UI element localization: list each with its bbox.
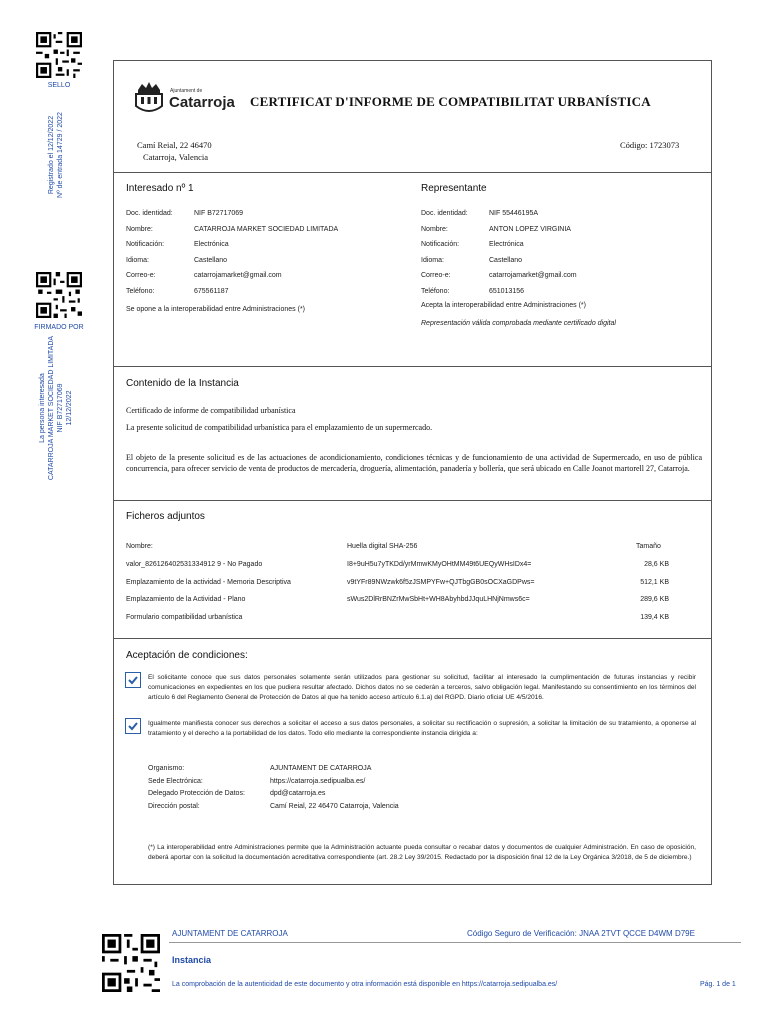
page-title: CERTIFICAT D'INFORME DE COMPATIBILITAT URBANÍSTICA <box>250 94 651 109</box>
representante-heading: Representante <box>421 183 487 194</box>
sello-registro-text <box>47 95 65 215</box>
address-line2: Catarroja, Valencia <box>143 152 208 162</box>
interesado-row-value: NIF B72717069 <box>194 210 244 217</box>
qr-code-footer <box>102 934 160 992</box>
representante-row-label: Idioma: <box>421 256 444 264</box>
fichero-hash: v9tYFr89NWzwk6f5zJSMPYFw+QJTbgGB0sOCXaGDPws= <box>347 578 535 586</box>
checkmark-icon <box>126 673 140 687</box>
condicion2-checkbox[interactable] <box>125 718 141 734</box>
contenido-heading: Contenido de la Instancia <box>126 378 239 389</box>
fichero-size: 28,6 KB <box>644 561 669 568</box>
representante-row-value: Electrónica <box>489 241 524 248</box>
representante-row-label: Notificación: <box>421 241 460 248</box>
aceptacion-heading: Aceptación de condiciones: <box>126 650 248 661</box>
interesado-heading: Interesado nº 1 <box>126 183 194 194</box>
fichero-name[interactable]: valor_826126402531334912 9 - No Pagado <box>126 561 263 568</box>
interoperabilidad-nota: (*) La interoperabilidad entre Administraciones permite que la Administración actuante pueda consultar o recabar datos y documentos de cualquier Administración. En caso de oposición, deberá aportar con la solicitud la documentación acreditativa correspondiente (art. 28.2 Ley 39/2015. Redactado por la disposición final 12 de la Ley Orgánica 3/2018, de 5 de diciembre.) <box>148 844 696 861</box>
qr-sello-icon <box>36 32 82 78</box>
col-tamano: Tamaño <box>636 543 661 550</box>
firmado-line1: La persona interesada <box>39 373 46 443</box>
organismo-label: Delegado Protección de Datos: <box>148 790 245 797</box>
representante-row-value: Castellano <box>489 256 523 264</box>
divider-1 <box>113 172 712 173</box>
organismo-value: Camí Reial, 22 46470 Catarroja, Valencia <box>270 802 399 810</box>
representante-row-value: NIF 55446195A <box>489 210 539 217</box>
interesado-row-label: Notificación: <box>126 241 165 248</box>
contenido-para1: La presente solicitud de compatibilidad urbanística para el emplazamiento de un supermercado. <box>126 423 433 432</box>
interesado-row-value: CATARROJA MARKET SOCIEDAD LIMITADA <box>194 225 339 233</box>
interesado-row-label: Nombre: <box>126 225 153 233</box>
divider-3 <box>113 500 712 501</box>
fichero-size: 289,6 KB <box>640 596 669 603</box>
representante-row-value: ANTON LOPEZ VIRGINIA <box>489 225 571 233</box>
fichero-name[interactable]: Emplazamiento de la actividad - Memoria Descriptiva <box>126 578 291 586</box>
opone-text: Se opone a la interoperabilidad entre Administraciones (*) <box>126 306 305 313</box>
firmado-line2: CATARROJA MARKET SOCIEDAD LIMITADA <box>48 335 55 481</box>
sello-registro-date: Registrado el 12/12/2022 <box>48 115 55 195</box>
footer-doc-type: Instancia <box>172 955 212 965</box>
qr-firmado-icon <box>36 272 82 318</box>
catarroja-logo <box>132 78 235 120</box>
divider-4 <box>113 638 712 639</box>
qr-code-sello <box>36 32 82 78</box>
representante-row-label: Teléfono: <box>421 287 450 295</box>
contenido-para2: El objeto de la presente solicitud es de las actuaciones de acondicionamiento, condiciones técnicas y de funcionamiento de una actividad de Supermercado, en uso de pública concurrencia, para ofrecer servicio de venta de productos de mercadería, droguería, alimentación, panadería y bollería, que será ubicado en Calle Joanot martorell 27, Catarroja. <box>126 453 702 473</box>
address-line1: Camí Reial, 22 46470 <box>137 140 212 150</box>
representante-row-label: Nombre: <box>421 225 448 233</box>
organismo-label: Dirección postal: <box>148 802 200 810</box>
interesado-row-label: Doc. identidad: <box>126 210 173 217</box>
fichero-name[interactable]: Formulario compatibilidad urbanística <box>126 613 243 621</box>
fichero-size: 512,1 KB <box>640 578 669 586</box>
interesado-row-value: Castellano <box>194 256 228 264</box>
interesado-row-value: catarrojamarket@gmail.com <box>194 272 282 279</box>
interesado-row-value: 675561187 <box>194 287 229 295</box>
firmado-line4: 12/12/2022 <box>66 390 73 426</box>
ficheros-heading: Ficheros adjuntos <box>126 511 205 522</box>
col-nombre: Nombre: <box>126 543 153 550</box>
sello-label: SELLO <box>47 82 71 89</box>
condicion2-text: Igualmente manifiesta conocer sus derechos a solicitar el acceso a sus datos personales, a solicitar su rectificación o supresión, a solicitar la limitación de su tratamiento, a oponerse al tratamiento y el derecho a la portabilidad de los datos. Todo ello mediante la correspondiente instancia dirigida a: <box>148 720 696 737</box>
firmado-label: FIRMADO POR <box>34 324 84 331</box>
col-huella: Huella digital SHA-256 <box>347 543 418 550</box>
firmado-line3: NIF B72717069 <box>57 383 64 433</box>
fichero-name[interactable]: Emplazamiento de la Actividad - Plano <box>126 596 246 603</box>
organismo-value: dpd@catarroja.es <box>270 790 326 797</box>
interesado-row-label: Idioma: <box>126 256 149 264</box>
checkmark-icon <box>126 719 140 733</box>
interesado-row-label: Correo-e: <box>126 272 156 279</box>
fichero-hash: sWus2DlRrBNZrMwSbHt+WH8AbyhbdJJquLHNjNmws6c= <box>347 596 530 603</box>
sello-registro-number: Nº de entrada 14729 / 2022 <box>57 112 64 198</box>
organismo-label: Sede Electrónica: <box>148 777 203 785</box>
firmado-text <box>38 328 74 488</box>
qr-code-firmado <box>36 272 82 318</box>
organismo-value: https://catarroja.sedipualba.es/ <box>270 777 366 785</box>
divider-2 <box>113 366 712 367</box>
qr-footer-icon <box>102 934 160 992</box>
organismo-label: Organismo: <box>148 765 185 772</box>
fichero-hash: I8+9uH5u7yTKDd/yrMmwKMyOHtMM49t6UEQyWHsIDx4= <box>347 561 532 568</box>
representante-row-label: Correo-e: <box>421 272 451 279</box>
crest-icon <box>132 78 166 118</box>
codigo-text: Código: 1723073 <box>620 140 680 150</box>
representante-row-value: catarrojamarket@gmail.com <box>489 272 577 279</box>
interesado-row-label: Teléfono: <box>126 287 155 295</box>
footer-org: AJUNTAMENT DE CATARROJA <box>172 929 288 938</box>
acepta-text: Acepta la interoperabilidad entre Administraciones (*) <box>421 302 586 309</box>
representante-row-value: 651013156 <box>489 287 525 295</box>
fichero-size: 139,4 KB <box>640 613 669 621</box>
footer-note: La comprobación de la autenticidad de este documento y otra información está disponible en https://catarroja.sedipualba.es/ <box>172 981 558 988</box>
organismo-value: AJUNTAMENT DE CATARROJA <box>270 765 372 772</box>
interesado-row-value: Electrónica <box>194 241 229 248</box>
representante-row-label: Doc. identidad: <box>421 210 468 217</box>
condicion1-checkbox[interactable] <box>125 672 141 688</box>
logo-name-text: Catarroja <box>169 94 235 111</box>
logo-small-text: Ajuntament de <box>170 88 203 94</box>
footer-page: Pág. 1 de 1 <box>700 981 736 988</box>
condicion1-text: El solicitante conoce que sus datos personales solamente serán utilizados para gestionar su solicitud, facilitar al interesado la cumplimentación de futuras instancias y recibir comunicaciones en expedientes en los que pudiera resultar afectado. Dichos datos no se cederán a terceros, salvo obligación legal. Manifestando su consentimiento en los términos del artículo 6 del Reglamento General de Protección de Datos al que ha tenido acceso artículo 6.1.a) del RGPD. Diario oficial UE 4/5/2016. <box>148 674 696 701</box>
contenido-subtitle: Certificado de informe de compatibilidad urbanística <box>126 406 296 415</box>
footer-csv: Código Seguro de Verificación: JNAA 2TVT QCCE D4WM D79E <box>467 929 695 938</box>
footer-divider <box>169 942 741 943</box>
representacion-text: Representación válida comprobada mediante certificado digital <box>421 320 616 327</box>
